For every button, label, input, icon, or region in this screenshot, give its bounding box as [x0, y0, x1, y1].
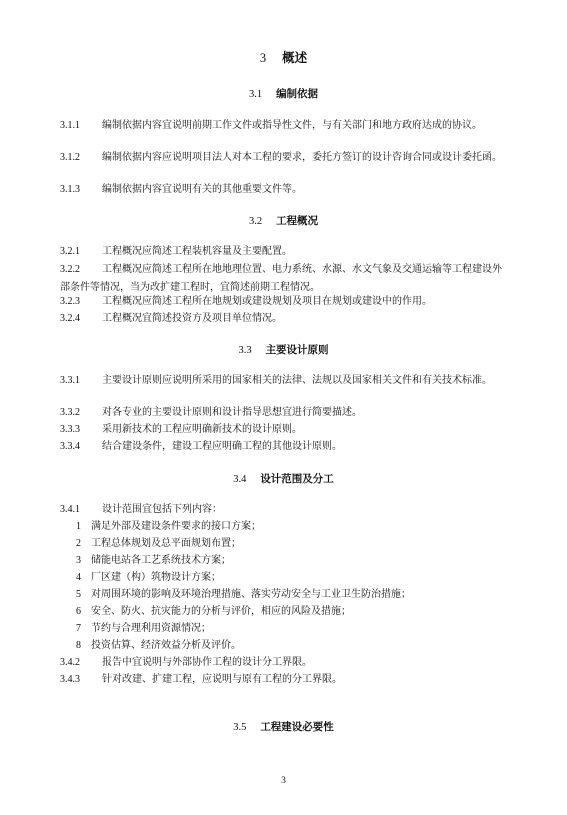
page-number: 3: [281, 776, 286, 786]
list-item: [76, 535, 241, 553]
list-item-number: 8: [76, 640, 81, 651]
paragraph-3-4-3: [60, 671, 508, 689]
paragraph-3-4-1: [60, 501, 508, 519]
paragraph-3-2-2: [60, 261, 508, 297]
section-heading-3-4: [0, 471, 567, 486]
clause-number: 3.2.1: [60, 246, 80, 257]
paragraph-3-3-3: [60, 421, 508, 439]
list-item-number: 5: [76, 589, 81, 600]
section-heading-3-5: [0, 719, 567, 734]
clause-text: 工程概况应简述工程装机容量及主要配置。: [102, 246, 292, 257]
clause-text: 编制依据内容应说明项目法人对本工程的要求，委托方签订的设计咨询合同或设计委托函。: [102, 152, 502, 163]
section-title: 主要设计原则: [265, 344, 329, 356]
clause-number: 3.4.2: [60, 657, 80, 668]
clause-text: 主要设计原则应说明所采用的国家相关的法律、法规以及国家相关文件和有关技术标准。: [102, 375, 492, 386]
list-item-number: 1: [76, 521, 81, 532]
clause-text: 编制依据内容宜说明前期工作文件或指导性文件，与有关部门和地方政府达成的协议。: [102, 120, 482, 131]
section-number: 3.3: [238, 345, 252, 356]
section-heading-3-2: [0, 213, 567, 228]
clause-number: 3.3.2: [60, 407, 80, 418]
list-item-number: 2: [76, 538, 81, 549]
list-item-text: 对周围环境的影响及环境治理措施、落实劳动安全与工业卫生防治措施；: [91, 589, 411, 600]
section-title: 设计范围及分工: [260, 473, 334, 485]
section-number: 3.4: [233, 474, 247, 485]
list-item-number: 6: [76, 606, 81, 617]
paragraph-3-1-3: [60, 181, 508, 199]
list-item-number: 3: [76, 555, 81, 566]
paragraph-3-3-1: [60, 372, 508, 390]
clause-number: 3.2.3: [60, 296, 80, 307]
clause-number: 3.3.1: [60, 375, 80, 386]
list-item-text: 工程总体规划及总平面规划布置；: [91, 538, 241, 549]
section-title: 编制依据: [276, 88, 319, 100]
paragraph-3-2-3: [60, 293, 508, 311]
section-heading-3-1: [0, 86, 567, 101]
list-item-number: 7: [76, 623, 81, 634]
paragraph-3-3-4: [60, 438, 508, 456]
paragraph-3-1-1: [60, 117, 508, 135]
list-item-text: 储能电站各工艺系统技术方案；: [91, 555, 231, 566]
list-item: [76, 637, 241, 655]
list-item-text: 厂区建（构）筑物设计方案；: [91, 572, 221, 583]
clause-text: 采用新技术的工程应明确新技术的设计原则。: [102, 424, 302, 435]
section-number: 3.1: [248, 89, 263, 100]
section-title: 工程概况: [276, 215, 319, 227]
list-item: [76, 586, 411, 604]
clause-text: 报告中宜说明与外部协作工程的设计分工界限。: [102, 657, 312, 668]
clause-text: 工程概况宜简述投资方及项目单位情况。: [102, 313, 282, 324]
list-item-number: 4: [76, 572, 81, 583]
clause-number: 3.1.2: [60, 152, 80, 163]
clause-text: 工程概况应简述工程所在地规划或建设规划及项目在规划或建设中的作用。: [102, 296, 432, 307]
section-heading-3-3: [0, 342, 567, 357]
section-number: 3.2: [248, 216, 263, 227]
list-item-text: 投资估算、经济效益分析及评价。: [91, 640, 241, 651]
chapter-title: 概述: [282, 50, 308, 65]
paragraph-3-3-2: [60, 404, 508, 422]
clause-number: 3.1.3: [60, 184, 80, 195]
paragraph-3-4-2: [60, 654, 508, 672]
clause-text: 工程概况应简述工程所在地地理位置、电力系统、水源、水文气象及交通运输等工程建设外部条件等情况，当为改扩建工程时，宜简述前期工程情况。: [60, 264, 502, 293]
clause-number: 3.2.4: [60, 313, 80, 324]
paragraph-3-2-4: [60, 310, 508, 328]
section-number: 3.5: [233, 722, 247, 733]
chapter-number: 3: [259, 51, 267, 65]
list-item-text: 满足外部及建设条件要求的接口方案；: [91, 521, 261, 532]
paragraph-3-1-2: [60, 149, 508, 167]
list-item: [76, 569, 221, 587]
clause-text: 结合建设条件，建设工程应明确工程的其他设计原则。: [102, 441, 342, 452]
chapter-heading: [0, 48, 567, 66]
list-item-text: 节约与合理利用资源情况；: [91, 623, 211, 634]
clause-number: 3.2.2: [60, 264, 80, 275]
paragraph-3-2-1: [60, 243, 508, 261]
clause-text: 针对改建、扩建工程，应说明与原有工程的分工界限。: [102, 674, 342, 685]
clause-text: 编制依据内容宜说明有关的其他重要文件等。: [102, 184, 302, 195]
list-item: [76, 552, 231, 570]
clause-number: 3.3.4: [60, 441, 80, 452]
list-item: [76, 603, 351, 621]
clause-text: 对各专业的主要设计原则和设计指导思想宜进行简要描述。: [102, 407, 362, 418]
list-item: [76, 620, 211, 638]
clause-text: 设计范围宜包括下列内容：: [102, 504, 222, 515]
clause-number: 3.4.3: [60, 674, 80, 685]
clause-number: 3.1.1: [60, 120, 80, 131]
section-title: 工程建设必要性: [260, 721, 334, 733]
clause-number: 3.3.3: [60, 424, 80, 435]
list-item: [76, 518, 261, 536]
clause-number: 3.4.1: [60, 504, 80, 515]
list-item-text: 安全、防火、抗灾能力的分析与评价，相应的风险及措施；: [91, 606, 351, 617]
